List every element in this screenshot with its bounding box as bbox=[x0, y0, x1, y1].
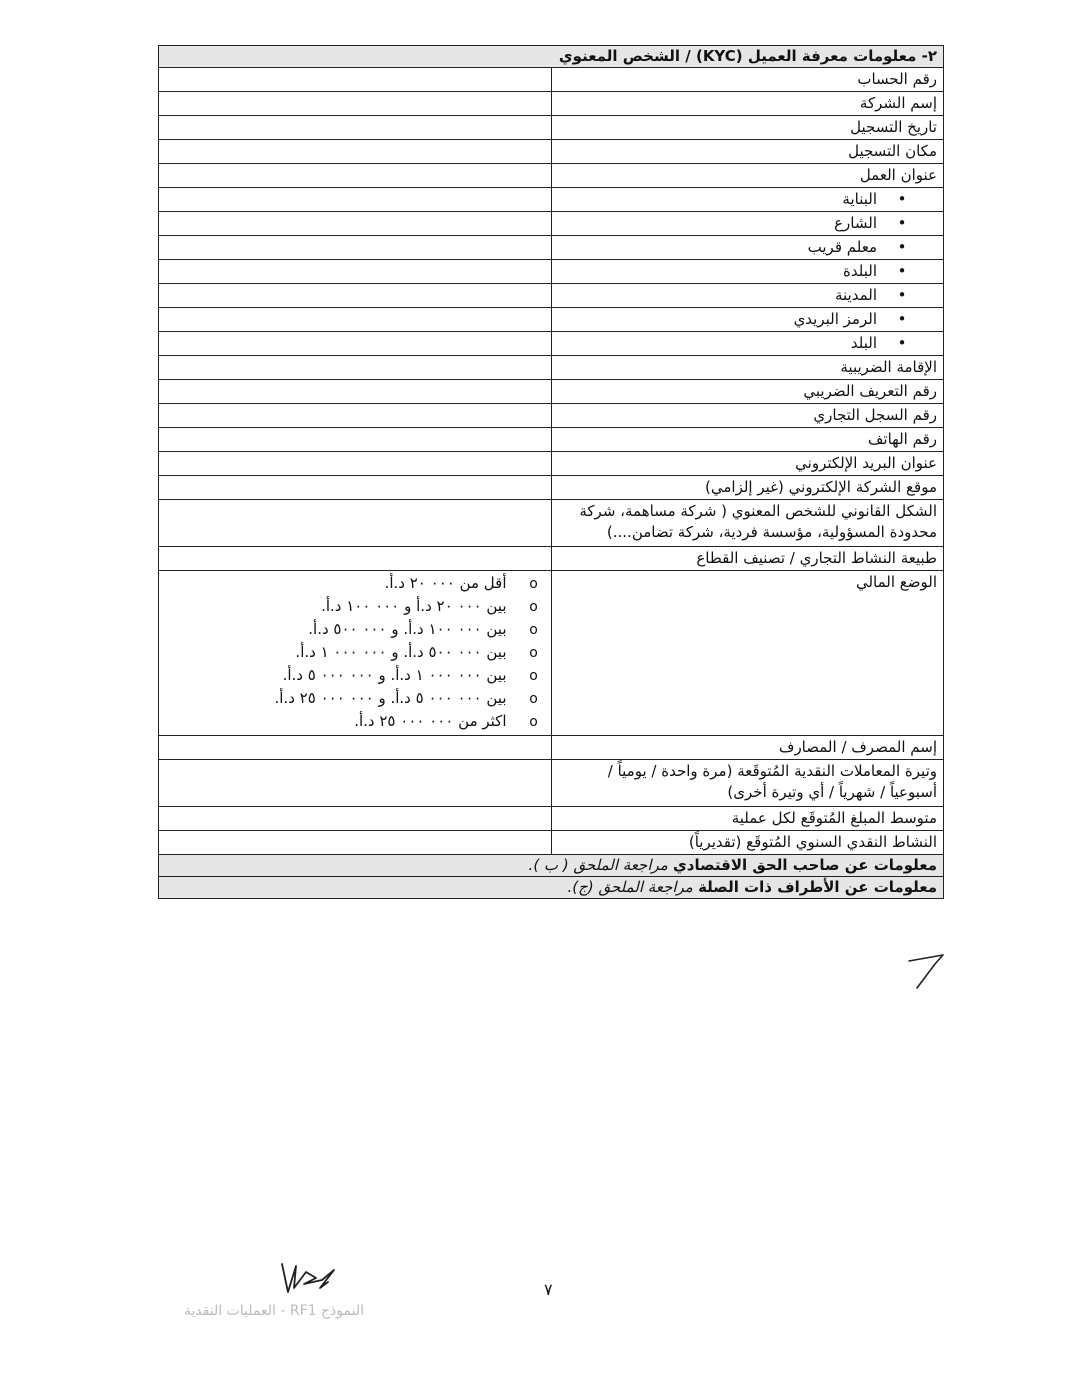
financial-option[interactable] bbox=[165, 664, 545, 687]
field-label: رقم التعريف الضريبي bbox=[551, 380, 944, 404]
address-label: المدينة bbox=[834, 286, 877, 304]
field-row-email bbox=[159, 452, 944, 476]
field-value-average-amount[interactable] bbox=[159, 807, 552, 831]
bullet-icon: • bbox=[897, 310, 907, 328]
option-label: بين ٠٠٠ ٠٠٠ ١ د.أ. و ٠٠٠ ٠٠٠ ٥ د.أ. bbox=[282, 666, 507, 684]
field-value-country[interactable] bbox=[159, 332, 552, 356]
field-label: رقم الهاتف bbox=[551, 428, 944, 452]
field-value-registration-place[interactable] bbox=[159, 140, 552, 164]
field-label: الوضع المالي bbox=[551, 571, 944, 736]
bullet-icon: • bbox=[897, 190, 907, 208]
field-row-business-address bbox=[159, 164, 944, 188]
field-value-landmark[interactable] bbox=[159, 236, 552, 260]
field-label: تاريخ التسجيل bbox=[551, 116, 944, 140]
field-label: إسم المصرف / المصارف bbox=[551, 736, 944, 760]
option-label: اكثر من ٠٠٠ ٠٠٠ ٢٥ د.أ. bbox=[354, 712, 507, 730]
handwritten-mark-icon bbox=[905, 952, 947, 992]
field-row-legal-form bbox=[159, 500, 944, 547]
field-value-account-number[interactable] bbox=[159, 68, 552, 92]
address-label: الرمز البريدي bbox=[793, 310, 877, 328]
option-label: بين ٠٠٠ ٠٠٠ ٥ د.أ. و ٠٠٠ ٠٠٠ ٢٥ د.أ. bbox=[274, 689, 507, 707]
field-value-tax-residence[interactable] bbox=[159, 356, 552, 380]
field-value-legal-form[interactable] bbox=[159, 500, 552, 547]
field-row-registration-date bbox=[159, 116, 944, 140]
address-label: معلم قريب bbox=[807, 238, 877, 256]
financial-options bbox=[159, 571, 552, 736]
field-value-town[interactable] bbox=[159, 260, 552, 284]
field-value-city[interactable] bbox=[159, 284, 552, 308]
address-row-city bbox=[159, 284, 944, 308]
field-row-transaction-frequency bbox=[159, 760, 944, 807]
section-title: معلومات عن صاحب الحق الاقتصادي bbox=[673, 856, 937, 874]
radio-circle-icon[interactable]: o bbox=[529, 691, 538, 707]
field-label: عنوان العمل bbox=[551, 164, 944, 188]
field-row-tax-id bbox=[159, 380, 944, 404]
radio-circle-icon[interactable]: o bbox=[529, 645, 538, 661]
address-row-landmark bbox=[159, 236, 944, 260]
field-value-registration-date[interactable] bbox=[159, 116, 552, 140]
field-value-commercial-register[interactable] bbox=[159, 404, 552, 428]
option-label: بين ٠٠٠ ٢٠ د.أ و ٠٠٠ ١٠٠ د.أ. bbox=[321, 597, 507, 615]
radio-circle-icon[interactable]: o bbox=[529, 714, 538, 730]
field-row-phone bbox=[159, 428, 944, 452]
page-number: ٧ bbox=[544, 1280, 553, 1299]
field-label: إسم الشركة bbox=[551, 92, 944, 116]
option-label: بين ٠٠٠ ١٠٠ د.أ. و ٠٠٠ ٥٠٠ د.أ. bbox=[308, 620, 507, 638]
field-row-business-activity bbox=[159, 547, 944, 571]
field-row-company-name bbox=[159, 92, 944, 116]
section-row-related-parties bbox=[159, 877, 944, 899]
section-row-beneficial-owner bbox=[159, 855, 944, 877]
radio-circle-icon[interactable]: o bbox=[529, 599, 538, 615]
field-label: موقع الشركة الإلكتروني (غير إلزامي) bbox=[551, 476, 944, 500]
field-label: متوسط المبلغ المُتوقَع لكل عملية bbox=[551, 807, 944, 831]
field-value-street[interactable] bbox=[159, 212, 552, 236]
radio-circle-icon[interactable]: o bbox=[529, 576, 538, 592]
address-label: البلدة bbox=[843, 262, 877, 280]
financial-option[interactable] bbox=[165, 641, 545, 664]
section-title: معلومات عن الأطراف ذات الصلة bbox=[698, 878, 937, 896]
option-label: أقل من ٠٠٠ ٢٠ د.أ. bbox=[384, 574, 507, 592]
field-value-phone[interactable] bbox=[159, 428, 552, 452]
field-label: وتيرة المعاملات النقدية المُتوقَعة (مرة واحدة / يومياً / أسبوعياً / شهرياً / أي وتيرة أخرى) bbox=[551, 760, 944, 807]
bullet-icon: • bbox=[897, 238, 907, 256]
bullet-icon: • bbox=[897, 262, 907, 280]
field-label: النشاط النقدي السنوي المُتوقَع (تقديرياً) bbox=[551, 831, 944, 855]
field-row-average-amount bbox=[159, 807, 944, 831]
bullet-icon: • bbox=[897, 334, 907, 352]
field-label: مكان التسجيل bbox=[551, 140, 944, 164]
radio-circle-icon[interactable]: o bbox=[529, 622, 538, 638]
field-value-email[interactable] bbox=[159, 452, 552, 476]
field-row-bank-names bbox=[159, 736, 944, 760]
financial-option[interactable] bbox=[165, 595, 545, 618]
field-row-annual-cash-activity bbox=[159, 831, 944, 855]
financial-option[interactable] bbox=[165, 572, 545, 595]
address-label: الشارع bbox=[834, 214, 877, 232]
section-reference: مراجعة الملحق ( ب ). bbox=[528, 856, 668, 874]
kyc-form-table bbox=[158, 45, 944, 899]
bullet-icon: • bbox=[897, 214, 907, 232]
address-label: البلد bbox=[850, 334, 877, 352]
field-value-bank-names[interactable] bbox=[159, 736, 552, 760]
footer-text: النموذج RF1 - العمليات النقدية bbox=[183, 1303, 364, 1319]
field-row-financial-status bbox=[159, 571, 944, 736]
field-value-postal-code[interactable] bbox=[159, 308, 552, 332]
field-value-tax-id[interactable] bbox=[159, 380, 552, 404]
field-value-building[interactable] bbox=[159, 188, 552, 212]
field-label: رقم الحساب bbox=[551, 68, 944, 92]
form-header-title: ٢- معلومات معرفة العميل (KYC) / الشخص المعنوي bbox=[159, 46, 944, 68]
signature-icon bbox=[276, 1258, 338, 1300]
field-value-website[interactable] bbox=[159, 476, 552, 500]
radio-circle-icon[interactable]: o bbox=[529, 668, 538, 684]
field-value-company-name[interactable] bbox=[159, 92, 552, 116]
field-row-tax-residence bbox=[159, 356, 944, 380]
field-value-annual-cash-activity[interactable] bbox=[159, 831, 552, 855]
address-row-building bbox=[159, 188, 944, 212]
financial-option[interactable] bbox=[165, 687, 545, 710]
form-header-row bbox=[159, 46, 944, 68]
address-row-town bbox=[159, 260, 944, 284]
field-value-transaction-frequency[interactable] bbox=[159, 760, 552, 807]
financial-option[interactable] bbox=[165, 618, 545, 641]
field-label: الشكل القانوني للشخص المعنوي ( شركة مساهمة، شركة محدودة المسؤولية، مؤسسة فردية، شركة تضامن....) bbox=[551, 500, 944, 547]
bullet-icon: • bbox=[897, 286, 907, 304]
field-row-commercial-register bbox=[159, 404, 944, 428]
field-row-website bbox=[159, 476, 944, 500]
field-label: رقم السجل التجاري bbox=[551, 404, 944, 428]
field-row-account-number bbox=[159, 68, 944, 92]
address-label: البناية bbox=[842, 190, 877, 208]
financial-option[interactable] bbox=[165, 710, 545, 733]
option-label: بين ٠٠٠ ٥٠٠ د.أ. و ٠٠٠ ٠٠٠ ١ د.أ. bbox=[295, 643, 507, 661]
field-label: عنوان البريد الإلكتروني bbox=[551, 452, 944, 476]
address-row-country bbox=[159, 332, 944, 356]
field-value-business-address[interactable] bbox=[159, 164, 552, 188]
address-row-postal-code bbox=[159, 308, 944, 332]
field-label: الإقامة الضريبية bbox=[551, 356, 944, 380]
field-value-business-activity[interactable] bbox=[159, 547, 552, 571]
field-row-registration-place bbox=[159, 140, 944, 164]
field-label: طبيعة النشاط التجاري / تصنيف القطاع bbox=[551, 547, 944, 571]
address-row-street bbox=[159, 212, 944, 236]
section-reference: مراجعة الملحق (ج). bbox=[567, 878, 693, 896]
